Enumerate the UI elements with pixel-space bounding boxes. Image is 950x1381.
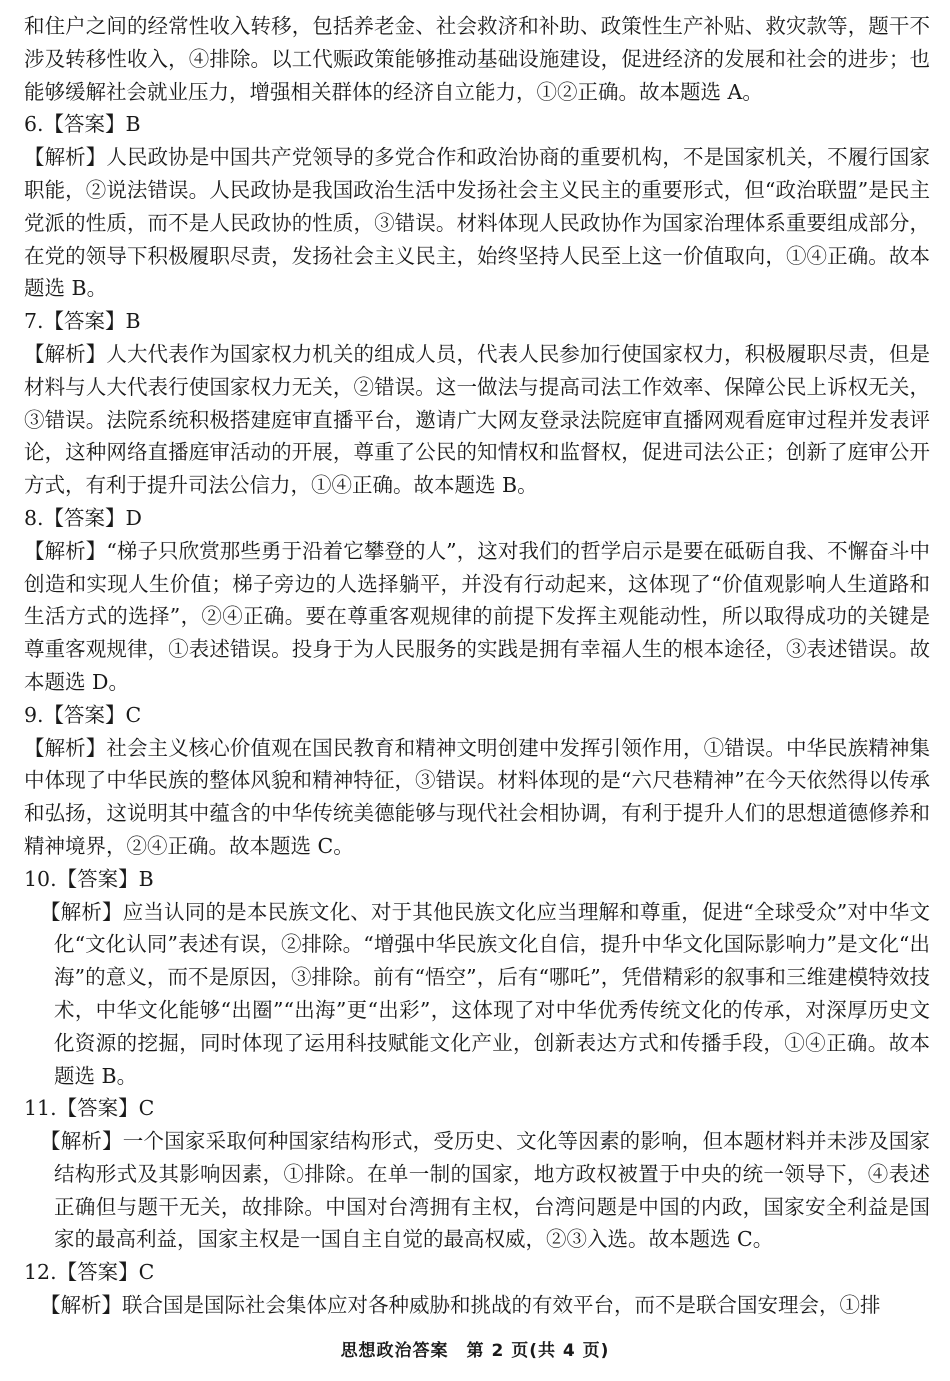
answer-explanation: 【解析】应当认同的是本民族文化、对于其他民族文化应当理解和尊重，促进“全球受众”对中华文化“文化认同”表述有误，②排除。“增强中华民族文化自信，提升中华文化国际影响力”是文化“出海”的意义，而不是原因，③排除。前有“悟空”，后有“哪吒”，凭借精彩的叙事和三维建模特效技术，中华文化能够“出圈”“出海”更“出彩”，这体现了对中华优秀传统文化的传承，对深厚历史文化资源的挖掘，同时体现了运用科技赋能文化产业，创新表达方式和传播手段，①④正确。故本题选 B。	[40, 899, 930, 1088]
page-footer: 思想政治答案 第 2 页(共 4 页)	[340, 1341, 610, 1361]
answer-explanation: 【解析】社会主义核心价值观在国民教育和精神文明创建中发挥引领作用，①错误。中华民族精神集中体现了中华民族的整体风貌和精神特征，③错误。材料体现的是“六尺巷精神”在今天依然得以传承和弘扬，这说明其中蕴含的中华传统美德能够与现代社会相协调，有利于提升人们的思想道德修养和精神境界，②④正确。故本题选 C。	[24, 735, 930, 858]
answer-block-6	[24, 108, 930, 305]
answer-explanation: 【解析】联合国是国际社会集体应对各种威胁和挑战的有效平台，而不是联合国安理会，①排	[40, 1293, 881, 1318]
previous-answer-continuation: 和住户之间的经常性收入转移，包括养老金、社会救济和补助、政策性生产补贴、救灾款等，题干不涉及转移性收入，④排除。以工代赈政策能够推动基础设施建设，促进经济的发展和社会的进步；也能够缓解社会就业压力，增强相关群体的经济自立能力，①②正确。故本题选 A。	[24, 14, 930, 104]
answer-block-8	[24, 502, 930, 699]
answer-heading: 8.【答案】D	[24, 505, 142, 530]
answer-explanation: 【解析】人大代表作为国家权力机关的组成人员，代表人民参加行使国家权力，积极履职尽责，但是材料与人大代表行使国家权力无关，②错误。这一做法与提高司法工作效率、保障公民上诉权无关，③错误。法院系统积极搭建庭审直播平台，邀请广大网友登录法院庭审直播网观看庭审过程并发表评论，这种网络直播庭审活动的开展，尊重了公民的知情权和监督权，促进司法公正；创新了庭审公开方式，有利于提升司法公信力，①④正确。故本题选 B。	[24, 341, 930, 498]
answer-block-10	[24, 863, 930, 1093]
answer-heading: 7.【答案】B	[24, 309, 141, 334]
answer-block-11	[24, 1092, 930, 1256]
answer-heading: 9.【答案】C	[24, 702, 142, 727]
answer-block-12	[24, 1256, 930, 1322]
answer-heading: 6.【答案】B	[24, 112, 141, 137]
answer-explanation: 【解析】“梯子只欣赏那些勇于沿着它攀登的人”，这对我们的哲学启示是要在砥砺自我、不懈奋斗中创造和实现人生价值；梯子旁边的人选择躺平，并没有行动起来，这体现了“价值观影响人生道路和生活方式的选择”，②④正确。要在尊重客观规律的前提下发挥主观能动性，所以取得成功的关键是尊重客观规律，①表述错误。投身于为人民服务的实践是拥有幸福人生的根本途径，③表述错误。故本题选 D。	[24, 538, 930, 694]
answer-block-9	[24, 699, 930, 863]
answer-explanation: 【解析】人民政协是中国共产党领导的多党合作和政治协商的重要机构，不是国家机关，不履行国家职能，②说法错误。人民政协是我国政治生活中发扬社会主义民主的重要形式，但“政治联盟”是民主党派的性质，而不是人民政协的性质，③错误。材料体现人民政协作为国家治理体系重要组成部分，在党的领导下积极履职尽责，发扬社会主义民主，始终坚持人民至上这一价值取向，①④正确。故本题选 B。	[24, 145, 930, 301]
answer-heading: 11.【答案】C	[24, 1096, 155, 1121]
answer-heading: 10.【答案】B	[24, 866, 154, 891]
answer-explanation: 【解析】一个国家采取何种国家结构形式，受历史、文化等因素的影响，但本题材料并未涉及国家结构形式及其影响因素，①排除。在单一制的国家，地方政权被置于中央的统一领导下，④表述正确但与题干无关，故排除。中国对台湾拥有主权，台湾问题是中国的内政，国家安全利益是国家的最高利益，国家主权是一国自主自觉的最高权威，②③入选。故本题选 C。	[40, 1129, 930, 1252]
answer-heading: 12.【答案】C	[24, 1260, 155, 1285]
answer-block-7	[24, 305, 930, 502]
